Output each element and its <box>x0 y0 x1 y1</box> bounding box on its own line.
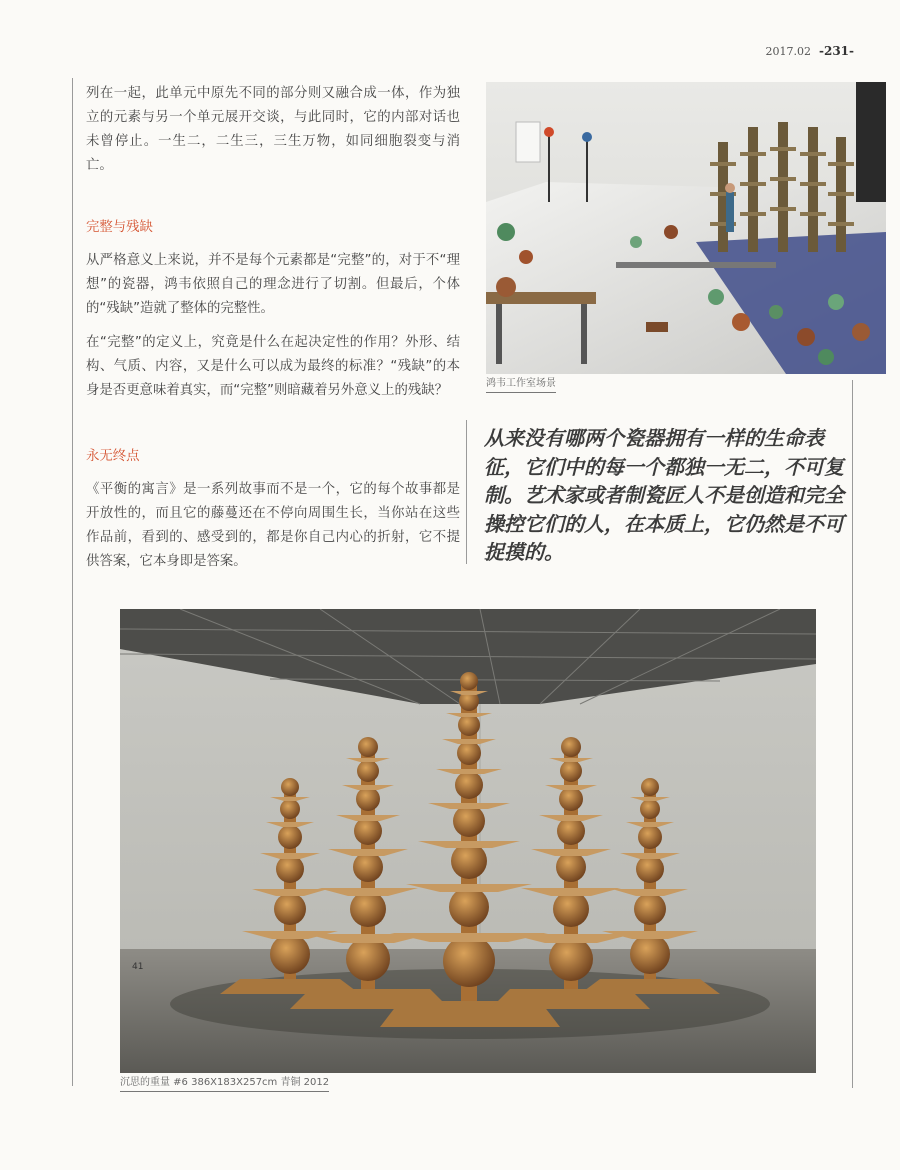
completeness-paragraph-2: 在“完整”的定义上，究竟是什么在起决定性的作用？外形、结构、气质、内容，又是什么可以成为最终的标准？“残缺”的本身是否更意味着真实，而“完整”则暗藏着另外意义上的残缺？ <box>86 335 460 398</box>
svg-text:41: 41 <box>132 962 144 972</box>
endless-paragraph-1: 《平衡的寓言》是一系列故事而不是一个，它的每个故事都是开放性的，而且它的藤蔓还在不停向周围生长，当你站在这些作品前，看到的、感受到的，都是你自己内心的折射，它不提供答案，它本身即是答案。 <box>86 482 460 569</box>
left-text-column <box>86 82 460 584</box>
studio-photo-caption: 鸿韦工作室场景 <box>486 377 556 393</box>
section-heading-endless: 永无终点 <box>86 449 140 464</box>
studio-photo <box>486 82 886 374</box>
page-header <box>765 44 854 58</box>
section-heading-completeness: 完整与残缺 <box>86 220 153 235</box>
left-margin-rule <box>72 78 73 1086</box>
intro-paragraph: 列在一起，此单元中原先不同的部分则又融合成一体，作为独立的元素与另一个单元展开交谈，与此同时，它的内部对话也未曾停止。一生二，二生三，三生万物，如同细胞裂变与消亡。 <box>86 86 460 173</box>
gallery-photo <box>120 609 816 1073</box>
page-number: -231- <box>818 44 854 58</box>
center-rule <box>466 420 467 564</box>
completeness-paragraph-1: 从严格意义上来说，并不是每个元素都是“完整”的，对于不“理想”的瓷器，鸿韦依照自己的理念进行了切割。但最后，个体的“残缺”造就了整体的完整性。 <box>86 253 460 316</box>
gallery-photo-caption: 沉思的重量 #6 386X183X257cm 青铜 2012 <box>120 1076 329 1092</box>
issue-date: 2017.02 <box>765 45 811 58</box>
right-margin-rule <box>852 380 853 1088</box>
pull-quote: 从来没有哪两个瓷器拥有一样的生命表征，它们中的每一个都独一无二，不可复制。艺术家或者制瓷匠人不是创造和完全操控它们的人，在本质上，它仍然是不可捉摸的。 <box>484 426 844 564</box>
